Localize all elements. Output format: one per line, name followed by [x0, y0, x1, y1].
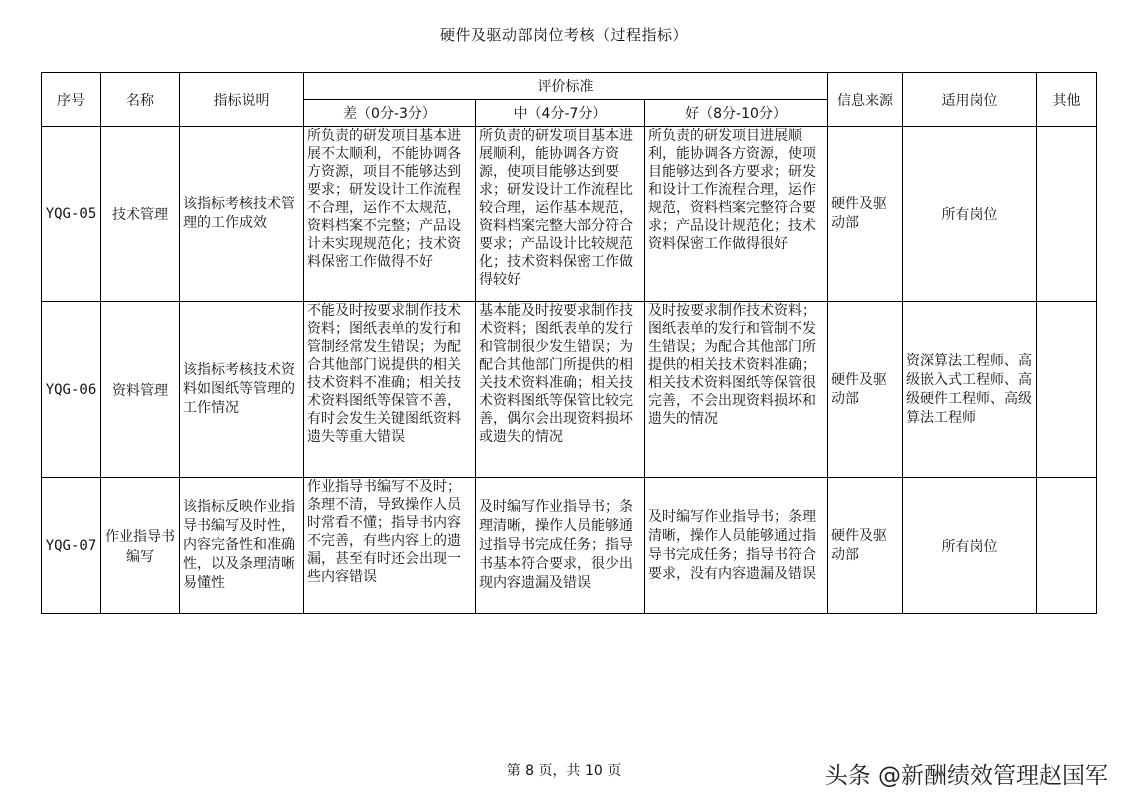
row-good: 所负责的研发项目进展顺利，能协调各方资源，使项目能够达到各方要求；研发和设计工作流程合理，运作规范，资料档案完整符合要求；产品设计规范化；技术资料保密工作做得很好: [645, 127, 828, 302]
header-post: 适用岗位: [903, 73, 1037, 127]
row-poor: 作业指导书编写不及时；条理不清，导致操作人员时常看不懂；指导书内容不完善，有些内容上的遗漏，甚至有时还会出现一些内容错误: [304, 478, 476, 614]
table-row: [42, 302, 1097, 478]
assessment-table: [41, 72, 1097, 614]
header-name: 名称: [101, 73, 180, 127]
row-mid: 及时编写作业指导书；条理清晰，操作人员能够通过指导书完成任务；指导书基本符合要求，很少出现内容遗漏及错误: [476, 478, 645, 614]
row-other: [1037, 302, 1097, 478]
row-source: 硬件及驱动部: [828, 302, 903, 478]
row-desc: 该指标考核技术管理的工作成效: [180, 127, 304, 302]
row-good: 及时按要求制作技术资料；图纸表单的发行和管制不发生错误；为配合其他部门所提供的相关技术资料准确；相关技术资料图纸等保管很完善，不会出现资料损坏和遗失的情况: [645, 302, 828, 478]
watermark: 头条 @新酬绩效管理赵国军: [824, 763, 1108, 789]
row-name: 作业指导书编写: [101, 478, 180, 614]
row-name: 资料管理: [101, 302, 180, 478]
row-post: 资深算法工程师、高级嵌入式工程师、高级硬件工程师、高级算法工程师: [903, 302, 1037, 478]
row-poor: 所负责的研发项目基本进展不太顺利，不能协调各方资源，项目不能够达到要求；研发设计工作流程不合理，运作不太规范，资料档案不完整；产品设计未实现规范化；技术资料保密工作做得不好: [304, 127, 476, 302]
row-post: 所有岗位: [903, 478, 1037, 614]
row-other: [1037, 127, 1097, 302]
table-row: [42, 478, 1097, 614]
row-mid: 基本能及时按要求制作技术资料；图纸表单的发行和管制很少发生错误；为配合其他部门所提供的相关技术资料准确；相关技术资料图纸等保管比较完善，偶尔会出现资料损坏或遗失的情况: [476, 302, 645, 478]
page-title: 硬件及驱动部岗位考核（过程指标）: [439, 26, 688, 44]
row-other: [1037, 478, 1097, 614]
row-desc: 该指标反映作业指导书编写及时性，内容完备性和准确性，以及条理清晰易懂性: [180, 478, 304, 614]
header-seq: 序号: [42, 73, 101, 127]
row-desc: 该指标考核技术资料如图纸等管理的工作情况: [180, 302, 304, 478]
row-name: 技术管理: [101, 127, 180, 302]
header-poor: 差（0分-3分）: [304, 100, 476, 127]
header-criteria: 评价标准: [304, 73, 828, 100]
header-mid: 中（4分-7分）: [476, 100, 645, 127]
table-row: [42, 127, 1097, 302]
header-good: 好（8分-10分）: [645, 100, 828, 127]
header-source: 信息来源: [828, 73, 903, 127]
page-footer: 第 8 页，共 10 页: [506, 763, 622, 779]
row-post: 所有岗位: [903, 127, 1037, 302]
row-code: YQG-07: [42, 478, 101, 614]
row-poor: 不能及时按要求制作技术资料；图纸表单的发行和管制经常发生错误；为配合其他部门说提供的相关技术资料不准确；相关技术资料图纸等保管不善，有时会发生关键图纸资料遗失等重大错误: [304, 302, 476, 478]
row-source: 硬件及驱动部: [828, 478, 903, 614]
header-desc: 指标说明: [180, 73, 304, 127]
header-other: 其他: [1037, 73, 1097, 127]
row-good: 及时编写作业指导书；条理清晰，操作人员能够通过指导书完成任务；指导书符合要求，没有内容遗漏及错误: [645, 478, 828, 614]
row-mid: 所负责的研发项目基本进展顺利，能协调各方资源，使项目能够达到要求；研发设计工作流程比较合理，运作基本规范，资料档案完整大部分符合要求；产品设计比较规范化；技术资料保密工作做得较好: [476, 127, 645, 302]
row-code: YQG-05: [42, 127, 101, 302]
row-source: 硬件及驱动部: [828, 127, 903, 302]
row-code: YQG-06: [42, 302, 101, 478]
